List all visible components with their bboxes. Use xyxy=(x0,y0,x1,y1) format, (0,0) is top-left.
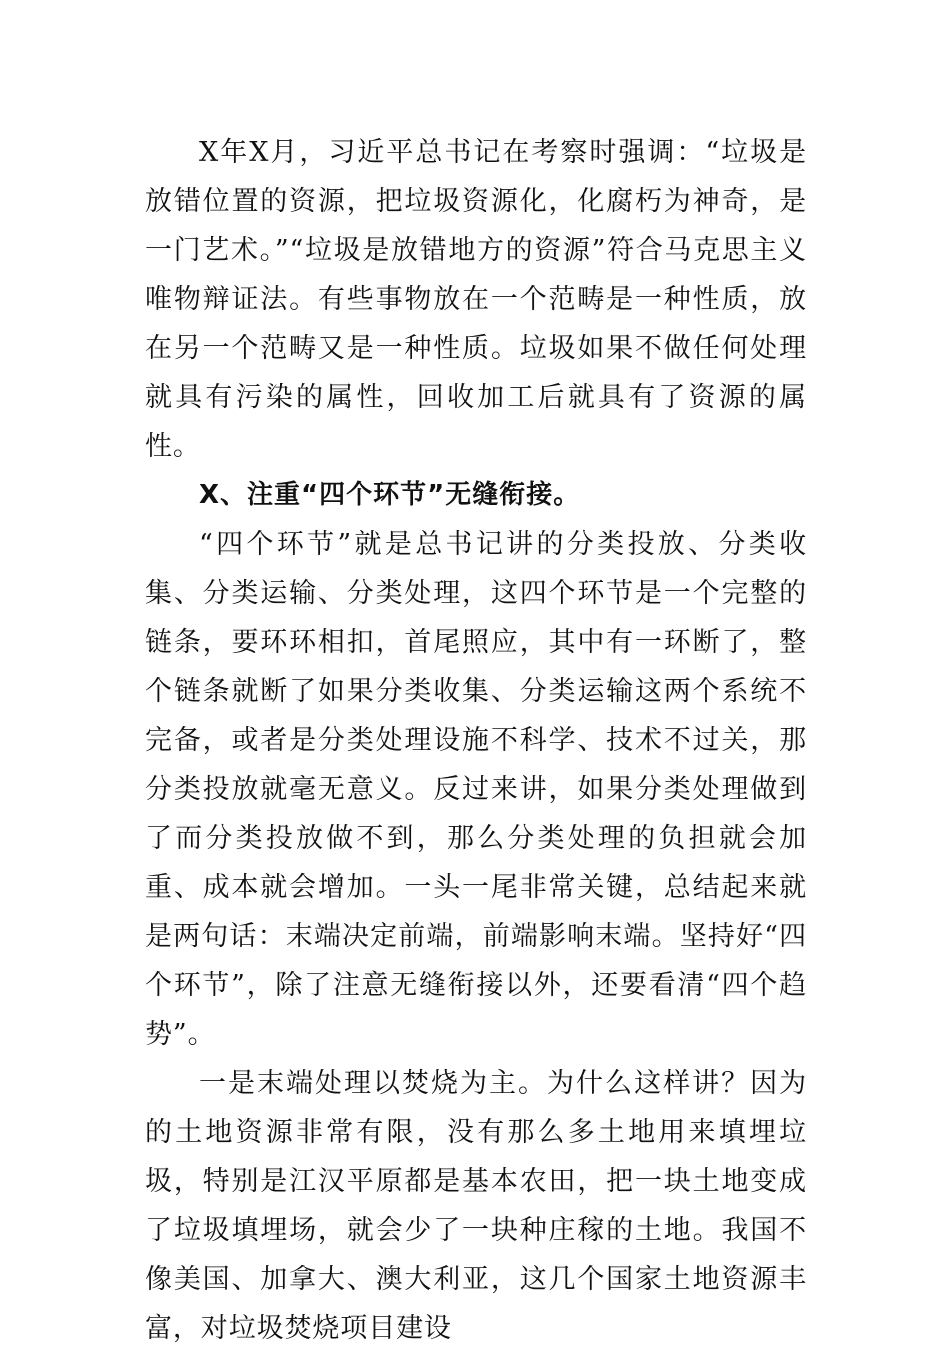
paragraph-incineration: 一是末端处理以焚烧为主。为什么这样讲？因为的土地资源非常有限，没有那么多土地用来填埋垃圾，特别是江汉平原都是基本农田，把一块土地变成了垃圾填埋场，就会少了一块种庄稼的土地。我国不像美国、加拿大、澳大利亚，这几个国家土地资源丰富，对垃圾焚烧项目建设 xyxy=(145,1068,807,1344)
paragraph-four-links: “四个环节”就是总书记讲的分类投放、分类收集、分类运输、分类处理，这四个环节是一个完整的链条，要环环相扣，首尾照应，其中有一环断了，整个链条就断了如果分类收集、分类运输这两个系统不完备，或者是分类处理设施不科学、技术不过关，那分类投放就毫无意义。反过来讲，如果分类处理做到了而分类投放做不到，那么分类处理的负担就会加重、成本就会增加。一头一尾非常关键，总结起来就是两句话：末端决定前端，前端影响末端。坚持好“四个环节”，除了注意无缝衔接以外，还要看清“四个趋势”。 xyxy=(145,529,807,1050)
section-heading-four-links: X、注重“四个环节”无缝衔接。 xyxy=(199,480,581,510)
document-body xyxy=(145,128,807,1353)
paragraph-garbage-resource: X年X月，习近平总书记在考察时强调：“垃圾是放错位置的资源，把垃圾资源化，化腐朽为神奇，是一门艺术。”“垃圾是放错地方的资源”符合马克思主义唯物辩证法。有些事物放在一个范畴是一种性质，放在另一个范畴又是一种性质。垃圾如果不做任何处理就具有污染的属性，回收加工后就具有了资源的属性。 xyxy=(145,137,807,462)
